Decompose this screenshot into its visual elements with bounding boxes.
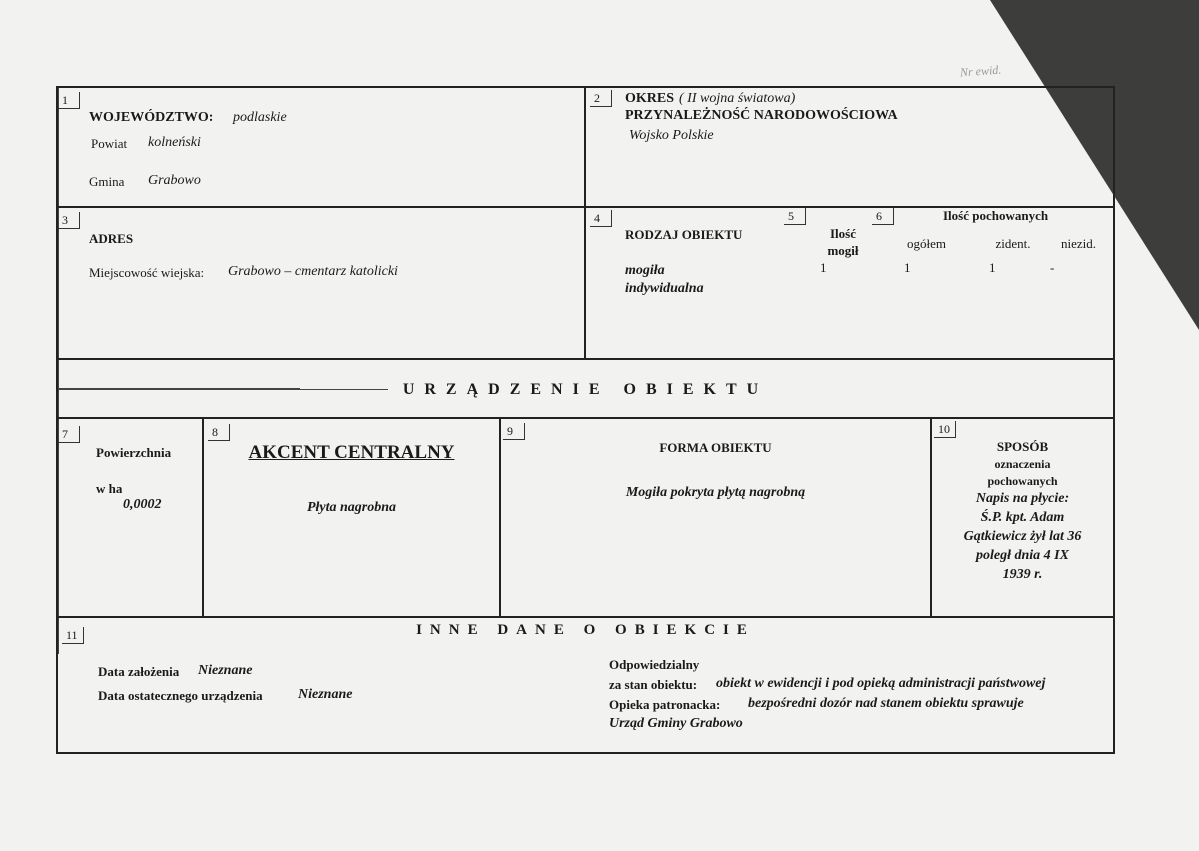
handwritten-note: Nr ewid. bbox=[959, 62, 1002, 80]
box-number-5: 5 bbox=[784, 208, 806, 225]
object-type-value-2: indywidualna bbox=[625, 281, 704, 296]
responsible-value: obiekt w ewidencji i pod opieką administracji państwowej bbox=[716, 676, 1046, 691]
locality-label: Miejscowość wiejska: bbox=[89, 265, 205, 280]
voivodeship-value: podlaskie bbox=[233, 110, 287, 125]
nationality-value: Wojsko Polskie bbox=[629, 128, 714, 143]
patronage-value: bezpośredni dozór nad stanem obiektu sprawuje bbox=[748, 696, 1024, 711]
address-label: ADRES bbox=[89, 231, 134, 246]
commune-label: Gmina bbox=[89, 174, 125, 189]
commune-value: Grabowo bbox=[148, 173, 201, 188]
buried-identified-header: zident. bbox=[995, 236, 1031, 251]
box-number-7: 7 bbox=[58, 426, 80, 443]
box-number-8: 8 bbox=[208, 424, 230, 441]
box-number-2: 2 bbox=[590, 90, 612, 107]
marking-value-4: poległ dnia 4 IX bbox=[976, 548, 1069, 563]
box-number-3: 3 bbox=[58, 212, 80, 229]
marking-value-1: Napis na płycie: bbox=[975, 491, 1070, 506]
buried-identified-value: 1 bbox=[989, 260, 996, 275]
area-label: Powierzchnia bbox=[96, 445, 172, 460]
marking-label-3: pochowanych bbox=[987, 474, 1058, 488]
responsible-label: Odpowiedzialny bbox=[609, 657, 700, 672]
area-unit: w ha bbox=[96, 481, 123, 496]
graves-count-label-1: Ilość bbox=[830, 226, 856, 241]
responsible-sub-label: za stan obiektu: bbox=[609, 677, 698, 692]
buried-unidentified-value: - bbox=[1050, 260, 1055, 275]
col-divider-6 bbox=[58, 238, 59, 388]
marking-label-2: oznaczenia bbox=[994, 457, 1051, 471]
other-data-title: INNE DANE O OBIEKCIE bbox=[416, 622, 755, 638]
grave-record-form bbox=[56, 86, 1115, 754]
central-accent-label: AKCENT CENTRALNY bbox=[248, 442, 455, 463]
county-value: kolneński bbox=[148, 135, 201, 150]
graves-count-label-2: mogił bbox=[827, 243, 859, 258]
buried-total-value: 1 bbox=[904, 260, 911, 275]
period-value: ( II wojna światowa) bbox=[679, 91, 796, 106]
patronage-label: Opieka patronacka: bbox=[609, 697, 721, 712]
row-divider-4 bbox=[58, 616, 1113, 618]
county-label: Powiat bbox=[91, 136, 128, 151]
patronage-value-2: Urząd Gminy Grabowo bbox=[609, 716, 743, 731]
marking-label-1: SPOSÓB bbox=[996, 439, 1049, 454]
box-number-10: 10 bbox=[934, 421, 956, 438]
row-divider-3 bbox=[58, 417, 1113, 419]
central-accent-value: Płyta nagrobna bbox=[306, 500, 397, 515]
object-form-label: FORMA OBIEKTU bbox=[659, 440, 772, 455]
founded-value: Nieznane bbox=[198, 663, 253, 678]
object-type-value-1: mogiła bbox=[625, 263, 665, 278]
box-number-4: 4 bbox=[590, 210, 612, 227]
area-value: 0,0002 bbox=[123, 497, 162, 512]
box-number-6: 6 bbox=[872, 208, 894, 225]
marking-value-3: Gątkiewicz żył lat 36 bbox=[963, 529, 1082, 544]
graves-count-value: 1 bbox=[820, 260, 827, 275]
buried-count-label: Ilość pochowanych bbox=[943, 208, 1049, 223]
last-arrangement-value: Nieznane bbox=[298, 687, 353, 702]
locality-value: Grabowo – cmentarz katolicki bbox=[228, 264, 398, 279]
col-divider-top bbox=[584, 88, 586, 360]
box-number-11: 11 bbox=[62, 627, 84, 644]
nationality-label: PRZYNALEŻNOŚĆ NARODOWOŚCIOWA bbox=[625, 108, 898, 123]
founded-label: Data założenia bbox=[98, 664, 180, 679]
object-type-label: RODZAJ OBIEKTU bbox=[625, 227, 743, 242]
marking-value-2: Ś.P. kpt. Adam bbox=[980, 510, 1065, 525]
voivodeship-label: WOJEWÓDZTWO: bbox=[89, 110, 214, 125]
buried-unidentified-header: niezid. bbox=[1060, 236, 1096, 251]
box-number-1: 1 bbox=[58, 92, 80, 109]
period-label: OKRES bbox=[625, 91, 675, 106]
buried-total-header: ogółem bbox=[907, 236, 946, 251]
section-title: URZĄDZENIE OBIEKTU bbox=[402, 381, 769, 398]
object-form-value: Mogiła pokryta płytą nagrobną bbox=[625, 485, 806, 500]
col6-sub-divider-1 bbox=[58, 390, 59, 522]
last-arrangement-label: Data ostatecznego urządzenia bbox=[98, 688, 263, 703]
marking-value-5: 1939 r. bbox=[1002, 567, 1043, 582]
box-number-9: 9 bbox=[503, 423, 525, 440]
